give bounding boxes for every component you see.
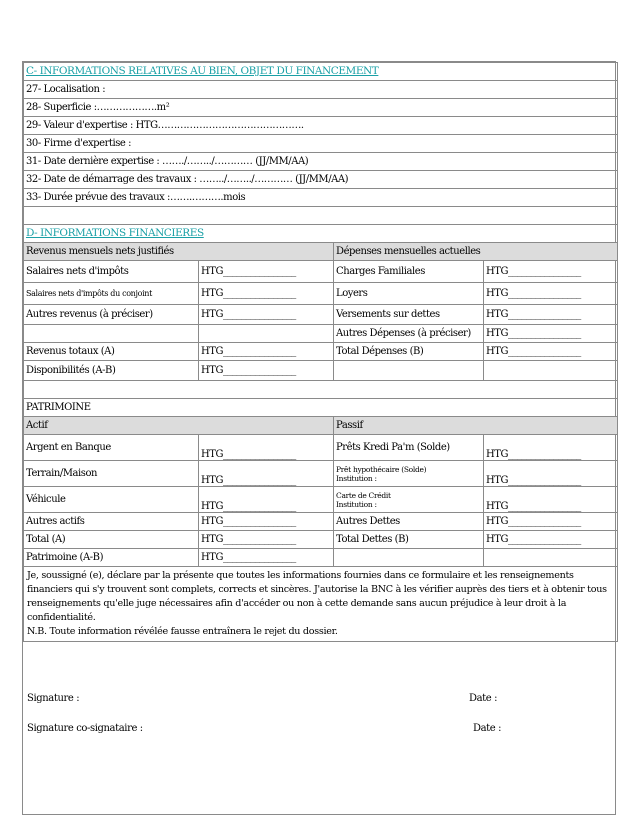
asset-label: Total (A) (24, 531, 199, 549)
liability-label (334, 461, 484, 487)
section-d-row (24, 261, 618, 283)
expense-label: Total Dépenses (B) (334, 343, 484, 361)
cosign-date-label: Date : (473, 723, 502, 734)
declaration-note: N.B. Toute information révélée fausse entraînera le rejet du dossier. (27, 626, 338, 637)
expense-header: Dépenses mensuelles actuelles (334, 243, 618, 261)
liability-value-field[interactable]: HTG________________ (484, 513, 618, 531)
asset-label: Terrain/Maison (24, 461, 199, 487)
loan-application-form (22, 61, 616, 815)
section-d-row (24, 325, 618, 343)
section-c-item-row (24, 135, 618, 153)
income-value-field (199, 325, 334, 343)
section-c-item[interactable]: 27- Localisation : (24, 81, 618, 99)
liability-value-field[interactable]: HTG________________ (484, 435, 618, 461)
section-c-item-row (24, 153, 618, 171)
section-c-title-row (24, 63, 618, 81)
section-c-item-row (24, 81, 618, 99)
declaration-text (24, 567, 618, 642)
section-c-item-row (24, 171, 618, 189)
passif-header: Passif (334, 417, 618, 435)
field-label-line2: Institution : (336, 473, 377, 483)
field-label-line2: Institution : (336, 499, 377, 509)
expense-label: Autres Dépenses (à préciser) (334, 325, 484, 343)
expense-label (334, 361, 484, 381)
section-c-item-row (24, 117, 618, 135)
expense-value-field (484, 361, 618, 381)
patrimoine-row (24, 549, 618, 567)
expense-value-field[interactable]: HTG________________ (484, 283, 618, 305)
section-d-title: D- INFORMATIONS FINANCIERES (24, 225, 618, 243)
field-label-line1: Carte de Crédit (336, 490, 391, 500)
expense-value-field[interactable]: HTG________________ (484, 305, 618, 325)
signature-area (23, 645, 615, 814)
expense-label: Versements sur dettes (334, 305, 484, 325)
cosign-label: Signature co-signataire : (27, 723, 143, 734)
asset-value-field[interactable]: HTG________________ (199, 513, 334, 531)
patrimoine-title-row (24, 399, 618, 417)
section-c-item[interactable]: 30- Firme d'expertise : (24, 135, 618, 153)
expense-label: Loyers (334, 283, 484, 305)
section-d-row (24, 361, 618, 381)
section-d-row (24, 283, 618, 305)
asset-value-field[interactable]: HTG________________ (199, 531, 334, 549)
patrimoine-title: PATRIMOINE (24, 399, 618, 417)
liability-value-field[interactable]: HTG________________ (484, 461, 618, 487)
section-c-item[interactable]: 29- Valeur d'expertise : HTG………………………………………. (24, 117, 618, 135)
section-d-row (24, 343, 618, 361)
income-value-field[interactable]: HTG________________ (199, 261, 334, 283)
section-c-item[interactable]: 32- Date de démarrage des travaux : ……../……../………… (JJ/MM/AA) (24, 171, 618, 189)
income-label: Disponibilités (A-B) (24, 361, 199, 381)
income-header: Revenus mensuels nets justifiés (24, 243, 334, 261)
section-c-item[interactable]: 33- Durée prévue des travaux :…….……….mois (24, 189, 618, 207)
liability-value-field[interactable]: HTG________________ (484, 487, 618, 513)
income-value-field[interactable]: HTG________________ (199, 305, 334, 325)
income-label: Salaires nets d'impôts du conjoint (24, 283, 199, 305)
asset-value-field[interactable]: HTG________________ (199, 461, 334, 487)
liability-label (334, 487, 484, 513)
patrimoine-row (24, 487, 618, 513)
patrimoine-row (24, 461, 618, 487)
expense-label: Charges Familiales (334, 261, 484, 283)
spacer-row (24, 207, 618, 225)
section-c-item[interactable]: 28- Superficie :……………….m² (24, 99, 618, 117)
form-table (23, 62, 618, 642)
field-label-line1: Prêt hypothécaire (Solde) (336, 464, 427, 474)
liability-value-field (484, 549, 618, 567)
income-label (24, 325, 199, 343)
income-value-field[interactable]: HTG________________ (199, 343, 334, 361)
liability-value-field[interactable]: HTG________________ (484, 531, 618, 549)
patrimoine-row (24, 513, 618, 531)
section-c-item[interactable]: 31- Date dernière expertise : ……./……../………… (JJ/MM/AA) (24, 153, 618, 171)
asset-value-field[interactable]: HTG________________ (199, 549, 334, 567)
actif-header: Actif (24, 417, 334, 435)
spacer-cell (24, 381, 618, 399)
declaration-row (24, 567, 618, 642)
spacer-row (24, 381, 618, 399)
asset-label: Argent en Banque (24, 435, 199, 461)
asset-label: Véhicule (24, 487, 199, 513)
patrimoine-header-row (24, 417, 618, 435)
liability-label: Total Dettes (B) (334, 531, 484, 549)
date-label: Date : (469, 693, 498, 704)
income-label: Salaires nets d'impôts (24, 261, 199, 283)
section-d-header-row (24, 243, 618, 261)
signature-label: Signature : (27, 693, 80, 704)
income-label: Revenus totaux (A) (24, 343, 199, 361)
section-d-title-row (24, 225, 618, 243)
asset-label: Patrimoine (A-B) (24, 549, 199, 567)
declaration-paragraph: Je, soussigné (e), déclare par la présente que toutes les informations fournies dans ce formulaire et les renseignements financiers qui s'y trouvent sont complets, corrects et sincères. J'autorise la BNC à les vérifier auprès des tiers et à obtenir tous renseignements qu'elle juge nécessaires afin d'accéder ou non à cette demande sans aucun préjudice à leur droit à la confidentialité. (27, 570, 607, 623)
patrimoine-row (24, 435, 618, 461)
asset-label: Autres actifs (24, 513, 199, 531)
liability-label: Prêts Kredi Pa'm (Solde) (334, 435, 484, 461)
expense-value-field[interactable]: HTG________________ (484, 343, 618, 361)
section-d-row (24, 305, 618, 325)
asset-value-field[interactable]: HTG________________ (199, 487, 334, 513)
patrimoine-row (24, 531, 618, 549)
asset-value-field[interactable]: HTG________________ (199, 435, 334, 461)
income-value-field[interactable]: HTG________________ (199, 283, 334, 305)
expense-value-field[interactable]: HTG________________ (484, 261, 618, 283)
section-c-item-row (24, 189, 618, 207)
liability-label (334, 549, 484, 567)
income-label: Autres revenus (à préciser) (24, 305, 199, 325)
spacer-cell (24, 207, 618, 225)
section-c-title: C- INFORMATIONS RELATIVES AU BIEN, OBJET DU FINANCEMENT (24, 63, 618, 81)
expense-value-field[interactable]: HTG________________ (484, 325, 618, 343)
section-c-item-row (24, 99, 618, 117)
liability-label: Autres Dettes (334, 513, 484, 531)
income-value-field[interactable]: HTG________________ (199, 361, 334, 381)
